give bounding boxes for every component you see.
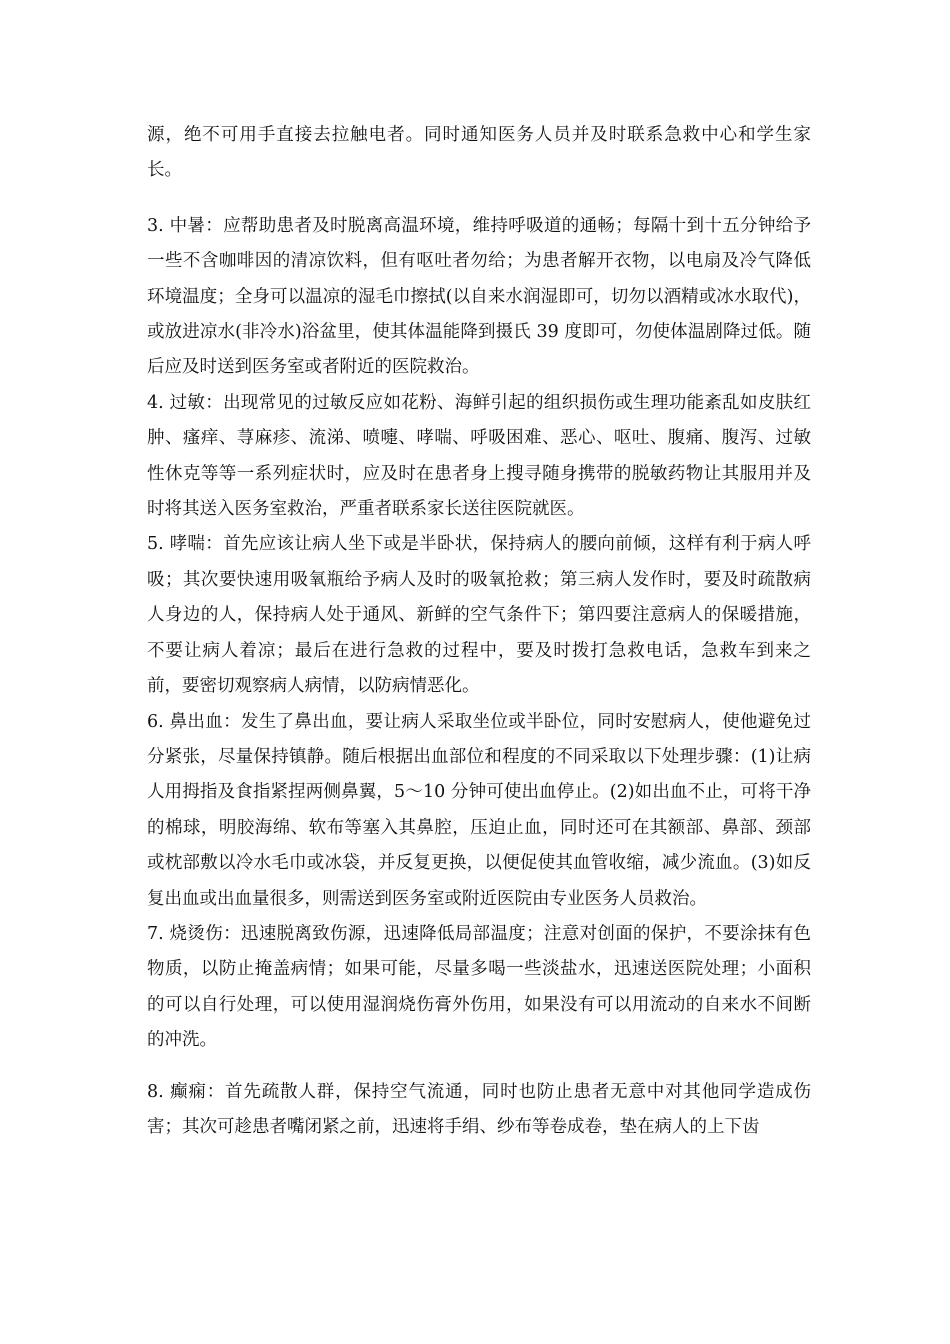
paragraph-continuation: 源，绝不可用手直接去拉触电者。同时通知医务人员并及时联系急救中心和学生家长。 — [147, 125, 811, 181]
paragraph-burns: 7. 烧烫伤：迅速脱离致伤源，迅速降低局部温度；注意对创面的保护，不要涂抹有色物质，以防止掩盖病情；如果可能，尽量多喝一些淡盐水，迅速送医院处理；小面积的可以自行处理，可以使用湿润烧伤膏外伤用，如果没有可以用流动的自来水不间断的冲洗。 — [147, 923, 811, 1051]
paragraph-allergy: 4. 过敏：出现常见的过敏反应如花粉、海鲜引起的组织损伤或生理功能紊乱如皮肤红肿、瘙痒、荨麻疹、流涕、喷嚏、哮喘、呼吸困难、恶心、呕吐、腹痛、腹泻、过敏性休克等等一系列症状时，应及时在患者身上搜寻随身携带的脱敏药物让其服用并及时将其送入医务室救治，严重者联系家长送往医院就医。 — [147, 392, 811, 520]
paragraph-epilepsy: 8. 癫痫：首先疏散人群，保持空气流通，同时也防止患者无意中对其他同学造成伤害；其次可趁患者嘴闭紧之前，迅速将手绢、纱布等卷成卷，垫在病人的上下齿 — [147, 1081, 811, 1137]
paragraph-heatstroke: 3. 中暑：应帮助患者及时脱离高温环境，维持呼吸道的通畅；每隔十到十五分钟给予一些不含咖啡因的清凉饮料，但有呕吐者勿给；为患者解开衣物，以电扇及冷气降低环境温度；全身可以温凉的湿毛巾擦拭(以自来水润湿即可，切勿以酒精或冰水取代)，或放进凉水(非冷水)浴盆里，使其体温能降到摄氏 39 度即可，勿使体温剧降过低。随后应及时送到医务室或者附近的医院救治。 — [147, 215, 811, 378]
document-page — [147, 118, 811, 1145]
paragraph-nosebleed: 6. 鼻出血：发生了鼻出血，要让病人采取坐位或半卧位，同时安慰病人，使他避免过分紧张，尽量保持镇静。随后根据出血部位和程度的不同采取以下处理步骤：(1)让病人用拇指及食指紧捏两侧鼻翼，5～10 分钟可使出血停止。(2)如出血不止，可将干净的棉球，明胶海绵、软布等塞入其鼻腔，压迫止血，同时还可在其额部、鼻部、颈部或枕部敷以冷水毛巾或冰袋，并反复更换，以便促使其血管收缩，减少流血。(3)如反复出血或出血量很多，则需送到医务室或附近医院由专业医务人员救治。 — [147, 711, 811, 909]
paragraph-asthma: 5. 哮喘：首先应该让病人坐下或是半卧状，保持病人的腰向前倾，这样有利于病人呼吸；其次要快速用吸氧瓶给予病人及时的吸氧抢救；第三病人发作时，要及时疏散病人身边的人，保持病人处于通风、新鲜的空气条件下；第四要注意病人的保暖措施，不要让病人着凉；最后在进行急救的过程中，要及时拨打急救电话，急救车到来之前，要密切观察病人病情，以防病情恶化。 — [147, 534, 811, 697]
